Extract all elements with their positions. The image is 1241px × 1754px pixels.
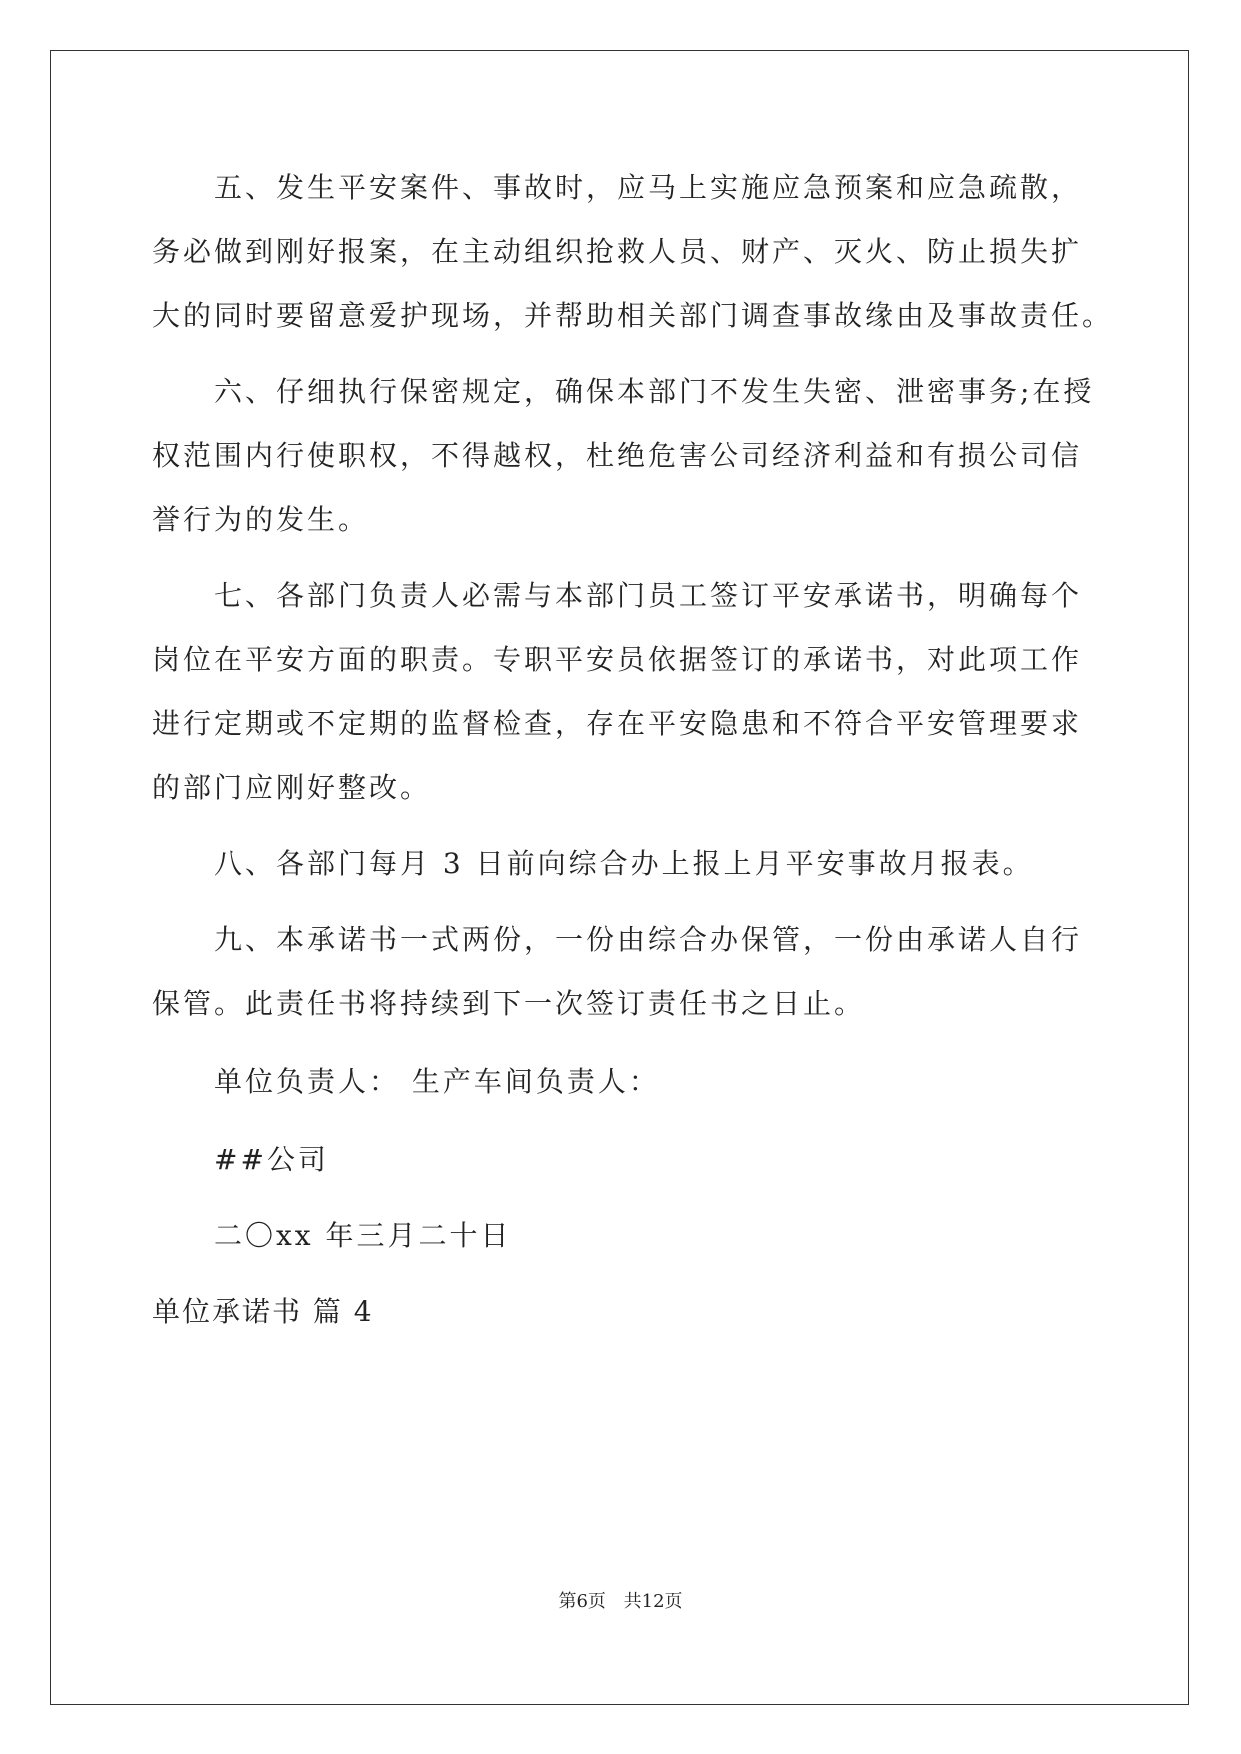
paragraph-5-line-2: 务必做到刚好报案，在主动组织抢救人员、财产、灭火、防止损失扩 [152, 235, 1083, 268]
section-heading: 单位承诺书 篇 4 [152, 1295, 374, 1328]
paragraph-8-line-1: 八、各部门每月 3 日前向综合办上报上月平安事故月报表。 [214, 847, 1034, 880]
paragraph-7-line-4: 的部门应刚好整改。 [152, 771, 432, 804]
page-number-current: 第6页 [558, 1591, 606, 1612]
paragraph-7-line-1: 七、各部门负责人必需与本部门员工签订平安承诺书，明确每个 [214, 579, 1083, 612]
date-line: 二〇xx 年三月二十日 [214, 1219, 512, 1252]
paragraph-9-line-2: 保管。此责任书将持续到下一次签订责任书之日止。 [152, 987, 866, 1020]
paragraph-6-line-3: 誉行为的发生。 [152, 503, 370, 536]
page-footer [0, 1590, 1241, 1614]
page-number-total: 共12页 [623, 1591, 683, 1612]
paragraph-5-line-3: 大的同时要留意爱护现场，并帮助相关部门调查事故缘由及事故责任。 [152, 299, 1114, 332]
paragraph-7-line-3: 进行定期或不定期的监督检查，存在平安隐患和不符合平安管理要求 [152, 707, 1083, 740]
paragraph-5-line-1: 五、发生平安案件、事故时，应马上实施应急预案和应急疏散， [214, 171, 1083, 204]
paragraph-9-line-1: 九、本承诺书一式两份，一份由综合办保管，一份由承诺人自行 [214, 923, 1083, 956]
company-line: ##公司 [214, 1143, 329, 1176]
paragraph-6-line-1: 六、仔细执行保密规定，确保本部门不发生失密、泄密事务;在授 [214, 375, 1095, 408]
paragraph-6-line-2: 权范围内行使职权，不得越权，杜绝危害公司经济利益和有损公司信 [152, 439, 1083, 472]
signature-line: 单位负责人： 生产车间负责人： [214, 1065, 660, 1098]
paragraph-7-line-2: 岗位在平安方面的职责。专职平安员依据签订的承诺书，对此项工作 [152, 643, 1083, 676]
